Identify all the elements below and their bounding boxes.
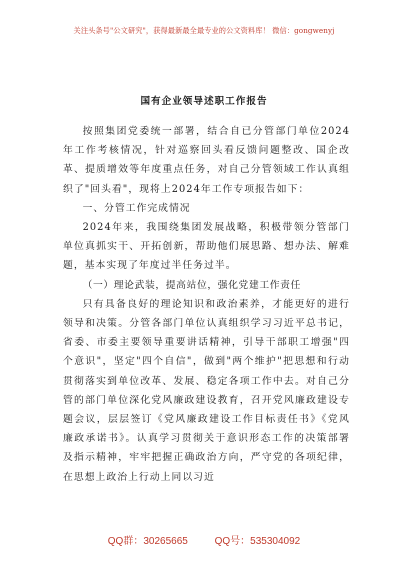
subsection-heading: （一）理论武装，提高站位，强化党建工作责任 [82, 279, 301, 291]
footer-qq-group: QQ群：30265665 [107, 536, 188, 547]
document-title: 国有企业领导述职工作报告 [140, 96, 268, 107]
paragraph-summary: 2024年来，我围绕集团发展战略，积极带领分管部门单位真抓实干、开拓创新，帮助他们展思路、想办法、解难题，基本实现了年度过半任务过半。 [63, 222, 350, 272]
section-heading: 一、分管工作完成情况 [82, 202, 191, 214]
footer-qq-number: QQ号：535304092 [214, 536, 301, 547]
paragraph-intro: 按照集团党委统一部署，结合自已分管部门单位2024年工作考核情况，针对巡察回头看反馈问题整改、国企改革、提质增效等年度重点任务，对自己分管领域工作认真组织了"回头看"，现将上2024年工作专项报告如下： [63, 126, 350, 195]
paragraph-theory: 只有具备良好的理论知识和政治素养，才能更好的进行领导和决策。分管各部门单位认真组织学习习近平总书记，省委、市委主要领导重要讲话精神，引导干部职工增强"四个意识"，坚定"四个自信"，做到"两个维护"把思想和行动贯彻落实到单位改革、发展、稳定各项工作中去。对自己分管的部门单位深化党风廉政建设教育，召开党风廉政建设专题会议，层层签订《党风廉政建设工作目标责任书》《党风廉政承诺书》。认真学习贯彻关于意识形态工作的决策部署及指示精神，牢牢把握正确政治方向，严守党的各项纪律，在思想上政治上行动上同以习近 [63, 298, 350, 483]
footer-contact [0, 532, 408, 547]
header-banner: 关注头条号"公文研究"，获得最新最全最专业的公文资料库！ 微信：gongwenyj [73, 26, 335, 35]
document-body [63, 122, 350, 487]
